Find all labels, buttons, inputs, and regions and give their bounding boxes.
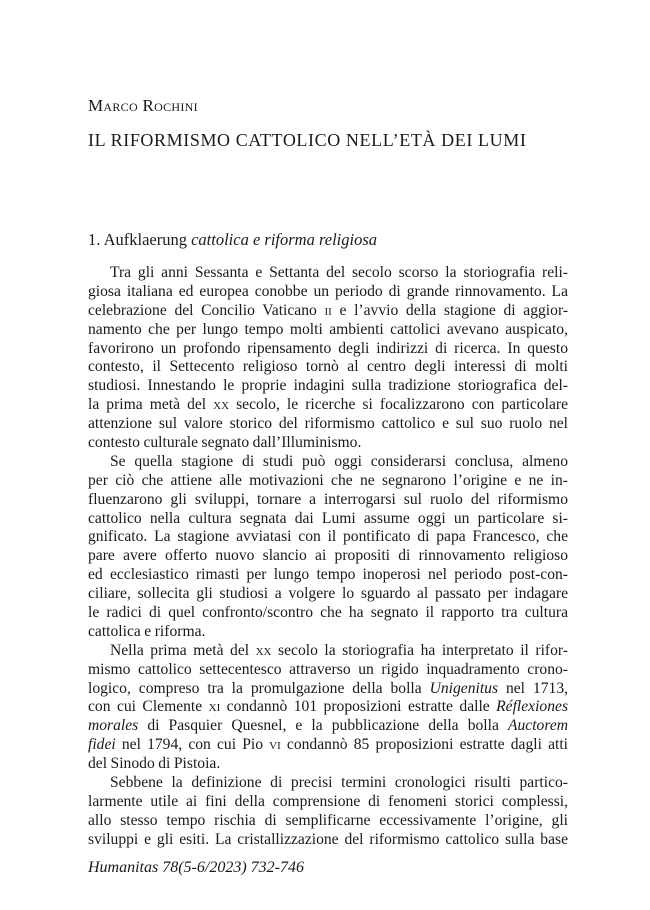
text-line: sviluppi e gli esiti. La cristallizzazione del riformismo cattolico sulla base [88,830,568,848]
journal-citation: Humanitas 78(5-6/2023) 732-746 [88,859,304,876]
section-number: 1. [88,230,101,249]
text-line: per ciò che attiene alle motivazioni che ne segnarono l’origine e ne in- [88,471,568,489]
text-line: Tra gli anni Sessanta e Settanta del secolo scorso la storiografia reli- [110,264,568,281]
section-heading [88,230,377,250]
text-line: favorirono un profondo ripensamento degli indirizzi di ricerca. In questo [88,339,568,357]
text-line: giosa italiana ed europea conobbe un periodo di grande rinnovamento. La [88,282,568,300]
text-line: fluenzarono gli sviluppi, tornare a interrogarsi sul ruolo del riformismo [88,490,568,508]
text-line: Sebbene la definizione di precisi termini cronologici risulti partico- [110,774,568,792]
text-line: del Sinodo di Pistoia. [88,755,221,773]
body-text [88,264,568,850]
text-line: contesto, il Settecento religioso tornò al centro degli interessi di molti [88,358,568,376]
section-title-rest: cattolica e riforma religiosa [191,230,378,249]
text-line: larmente utile ai fini della comprensione di fenomeni storici complessi, [88,792,568,810]
text-line: namento che per lungo tempo molti ambienti cattolici avevano auspicato, [88,320,568,338]
text-line: fidei nel 1794, con cui Pio vi condannò 85 proposizioni estratte dagli atti [88,736,568,754]
text-line: mismo cattolico settecentesco attraverso un rigido inquadramento crono- [88,660,568,678]
text-line: studiosi. Innestando le proprie indagini sulla tradizione storiografica del- [88,377,568,395]
section-term: Aufklaerung [103,230,187,249]
text-line: cattolico nella cultura segnata dai Lumi assume oggi un particolare si- [88,509,568,527]
author-name: Marco Rochini [88,96,198,115]
text-line: allo stesso tempo rischia di semplificarne eccessivamente l’origine, gli [88,811,568,829]
text-line: celebrazione del Concilio Vaticano ii e l’avvio della stagione di aggior- [88,301,569,319]
text-line: pare avere offerto nuovo slancio ai propositi di rinnovamento religioso [88,547,568,565]
text-line: ciliare, sollecita gli studiosi a volgere lo sguardo al passato per indagare [88,585,568,603]
text-line: la prima metà del xx secolo, le ricerche si focalizzarono con particolare [88,396,568,414]
text-line: attenzione sul valore storico del riformismo cattolico e sul suo ruolo nel [88,415,568,433]
text-line: le radici di quel confronto/scontro che ha segnato il rapporto tra cultura [88,604,568,622]
article-title: IL RIFORMISMO CATTOLICO NELL’ETÀ DEI LUMI [88,130,527,150]
text-line: contesto culturale segnato dall’Illuminismo. [88,434,362,452]
text-line: morales di Pasquier Quesnel, e la pubblicazione della bolla Auctorem [88,717,569,735]
text-line: con cui Clemente xi condannò 101 proposizioni estratte dalle Réflexiones [88,698,569,716]
text-line: ed ecclesiastico rimasti per lungo tempo inoperosi nel periodo post-con- [88,566,568,584]
text-line: gnificato. La stagione avviatasi con il pontificato di papa Francesco, che [88,528,568,546]
text-line: Nella prima metà del xx secolo la storiografia ha interpretato il rifor- [110,641,568,659]
text-line: Se quella stagione di studi può oggi considerarsi conclusa, almeno [110,452,568,470]
text-line: logico, compreso tra la promulgazione della bolla Unigenitus nel 1713, [88,679,569,697]
text-line: cattolica e riforma. [88,622,206,640]
